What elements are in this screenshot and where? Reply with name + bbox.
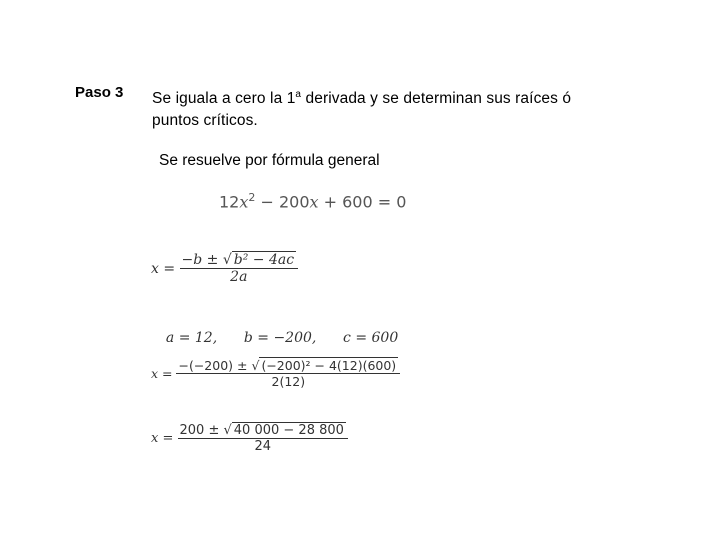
coefficients-text: a = 12, b = −200, c = 600: [165, 330, 399, 346]
simplified-fraction: [178, 423, 348, 454]
sqrt-symbol: √: [251, 358, 260, 373]
eq1-middle: − 200: [255, 192, 310, 212]
method-text: Se resuelve por fórmula general: [159, 152, 380, 169]
numerator-pre: −b ±: [181, 252, 223, 268]
step-description: [152, 84, 622, 132]
step-label: Paso 3: [75, 84, 124, 101]
formula-numerator: [180, 252, 299, 268]
substituted-radicand: (−200)² − 4(12)(600): [261, 358, 397, 373]
simplified-numerator: [178, 423, 348, 438]
radicand: b² − 4ac: [233, 252, 295, 268]
substituted-numerator-pre: −(−200) ±: [178, 358, 252, 373]
substituted-prefix: x =: [151, 366, 173, 381]
simplified-denominator: 24: [178, 438, 348, 454]
eq1-tail: + 600 = 0: [318, 192, 407, 212]
substituted-fraction: [176, 358, 400, 389]
eq1-var2: x: [309, 192, 319, 212]
formula-denominator: 2a: [180, 268, 299, 285]
simplified-radicand: 40 000 − 28 800: [233, 423, 344, 438]
quadratic-equation: [219, 191, 406, 211]
substituted-denominator: 2(12): [176, 373, 400, 389]
substituted-numerator: [176, 358, 400, 373]
general-formula: [151, 252, 298, 285]
step-text-part1: Se iguala a cero la 1: [152, 90, 296, 107]
simplified-prefix: x =: [151, 431, 174, 446]
eq1-coef: 12: [219, 192, 240, 212]
substituted-formula: [151, 358, 400, 389]
formula-fraction: [180, 252, 299, 285]
simplified-formula: [151, 423, 348, 454]
sqrt-symbol: √: [223, 423, 232, 438]
ordinal-superscript: a: [295, 89, 302, 100]
formula-prefix: x =: [151, 260, 176, 277]
eq1-var: x: [239, 192, 249, 212]
eq1-exponent: 2: [248, 191, 256, 204]
sqrt-symbol: √: [222, 252, 232, 268]
simplified-numerator-pre: 200 ±: [179, 423, 224, 438]
step-text-part2: derivada y se determinan sus raíces ó puntos críticos.: [152, 90, 572, 129]
coefficients: [157, 314, 398, 346]
